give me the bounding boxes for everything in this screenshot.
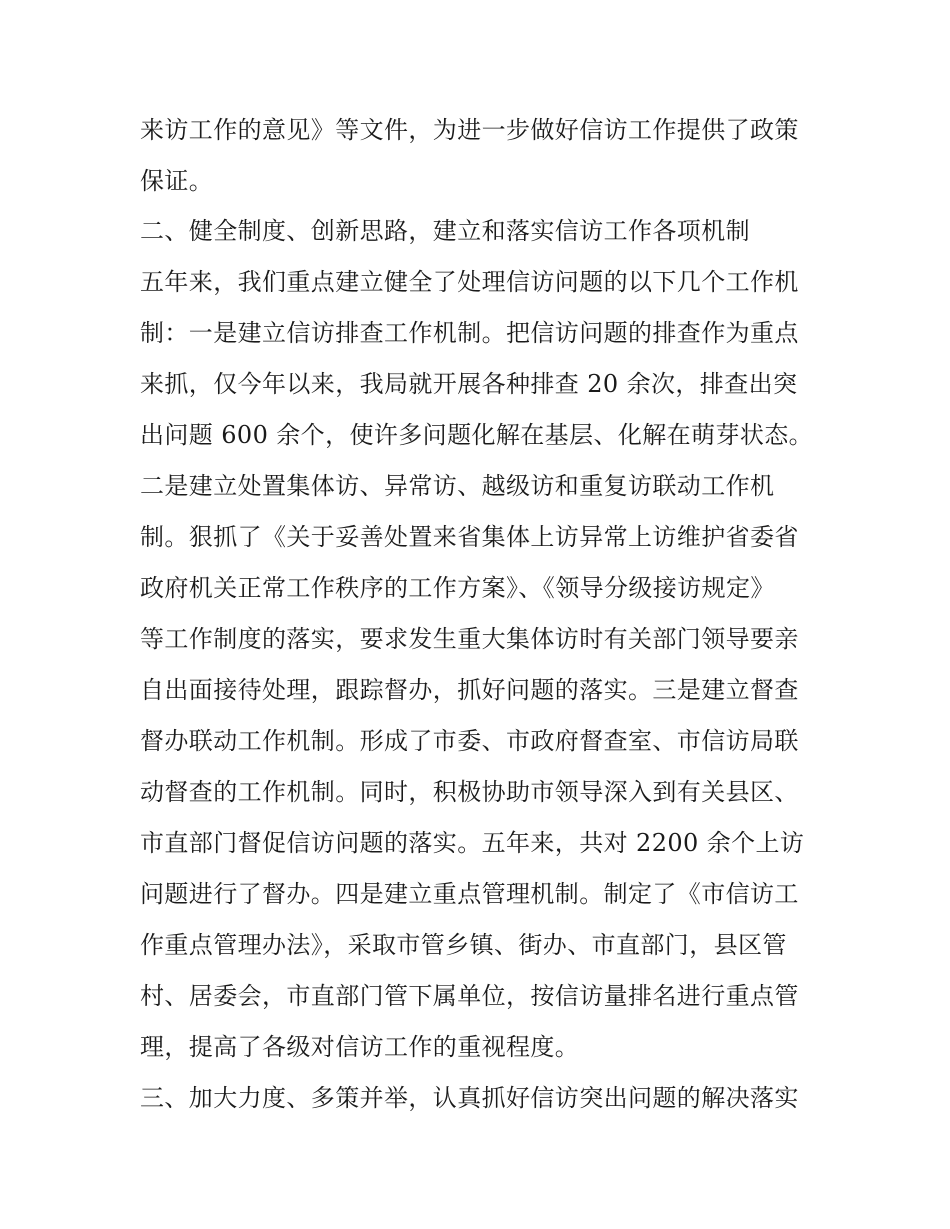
text-line: 理，提高了各级对信访工作的重视程度。 xyxy=(140,1033,580,1061)
text-line: 五年来，我们重点建立健全了处理信访问题的以下几个工作机 xyxy=(140,268,799,296)
text-line: 作重点管理办法》，采取市管乡镇、街办、市直部门，县区管 xyxy=(140,931,787,959)
text-line: 市直部门督促信访问题的落实。五年来，共对 2200 余个上访 xyxy=(140,829,805,857)
text-line: 问题进行了督办。四是建立重点管理机制。制定了《市信访工 xyxy=(140,880,799,908)
text-line: 村、居委会，市直部门管下属单位，按信访量排名进行重点管 xyxy=(140,982,799,1010)
text-line: 政府机关正常工作秩序的工作方案》、《领导分级接访规定》 xyxy=(140,574,775,602)
section-heading: 二、健全制度、创新思路，建立和落实信访工作各项机制 xyxy=(140,217,750,245)
text-line: 等工作制度的落实，要求发生重大集体访时有关部门领导要亲 xyxy=(140,625,799,653)
text-line: 来访工作的意见》等文件，为进一步做好信访工作提供了政策 xyxy=(140,116,799,144)
text-line: 制：一是建立信访排查工作机制。把信访问题的排查作为重点 xyxy=(140,319,799,347)
text-line: 二是建立处置集体访、异常访、越级访和重复访联动工作机 xyxy=(140,472,775,500)
text-line: 制。狠抓了《关于妥善处置来省集体上访异常上访维护省委省 xyxy=(140,523,799,551)
text-line: 督办联动工作机制。形成了市委、市政府督查室、市信访局联 xyxy=(140,727,799,755)
section-heading: 三、加大力度、多策并举，认真抓好信访突出问题的解决落实 xyxy=(140,1084,799,1112)
text-line: 自出面接待处理，跟踪督办，抓好问题的落实。三是建立督查 xyxy=(140,676,799,704)
text-line: 动督查的工作机制。同时，积极协助市领导深入到有关县区、 xyxy=(140,778,799,806)
text-line: 来抓，仅今年以来，我局就开展各种排查 20 余次，排查出突 xyxy=(140,370,798,398)
text-line: 出问题 600 余个，使许多问题化解在基层、化解在萌芽状态。 xyxy=(140,421,814,449)
text-line: 保证。 xyxy=(140,167,214,195)
